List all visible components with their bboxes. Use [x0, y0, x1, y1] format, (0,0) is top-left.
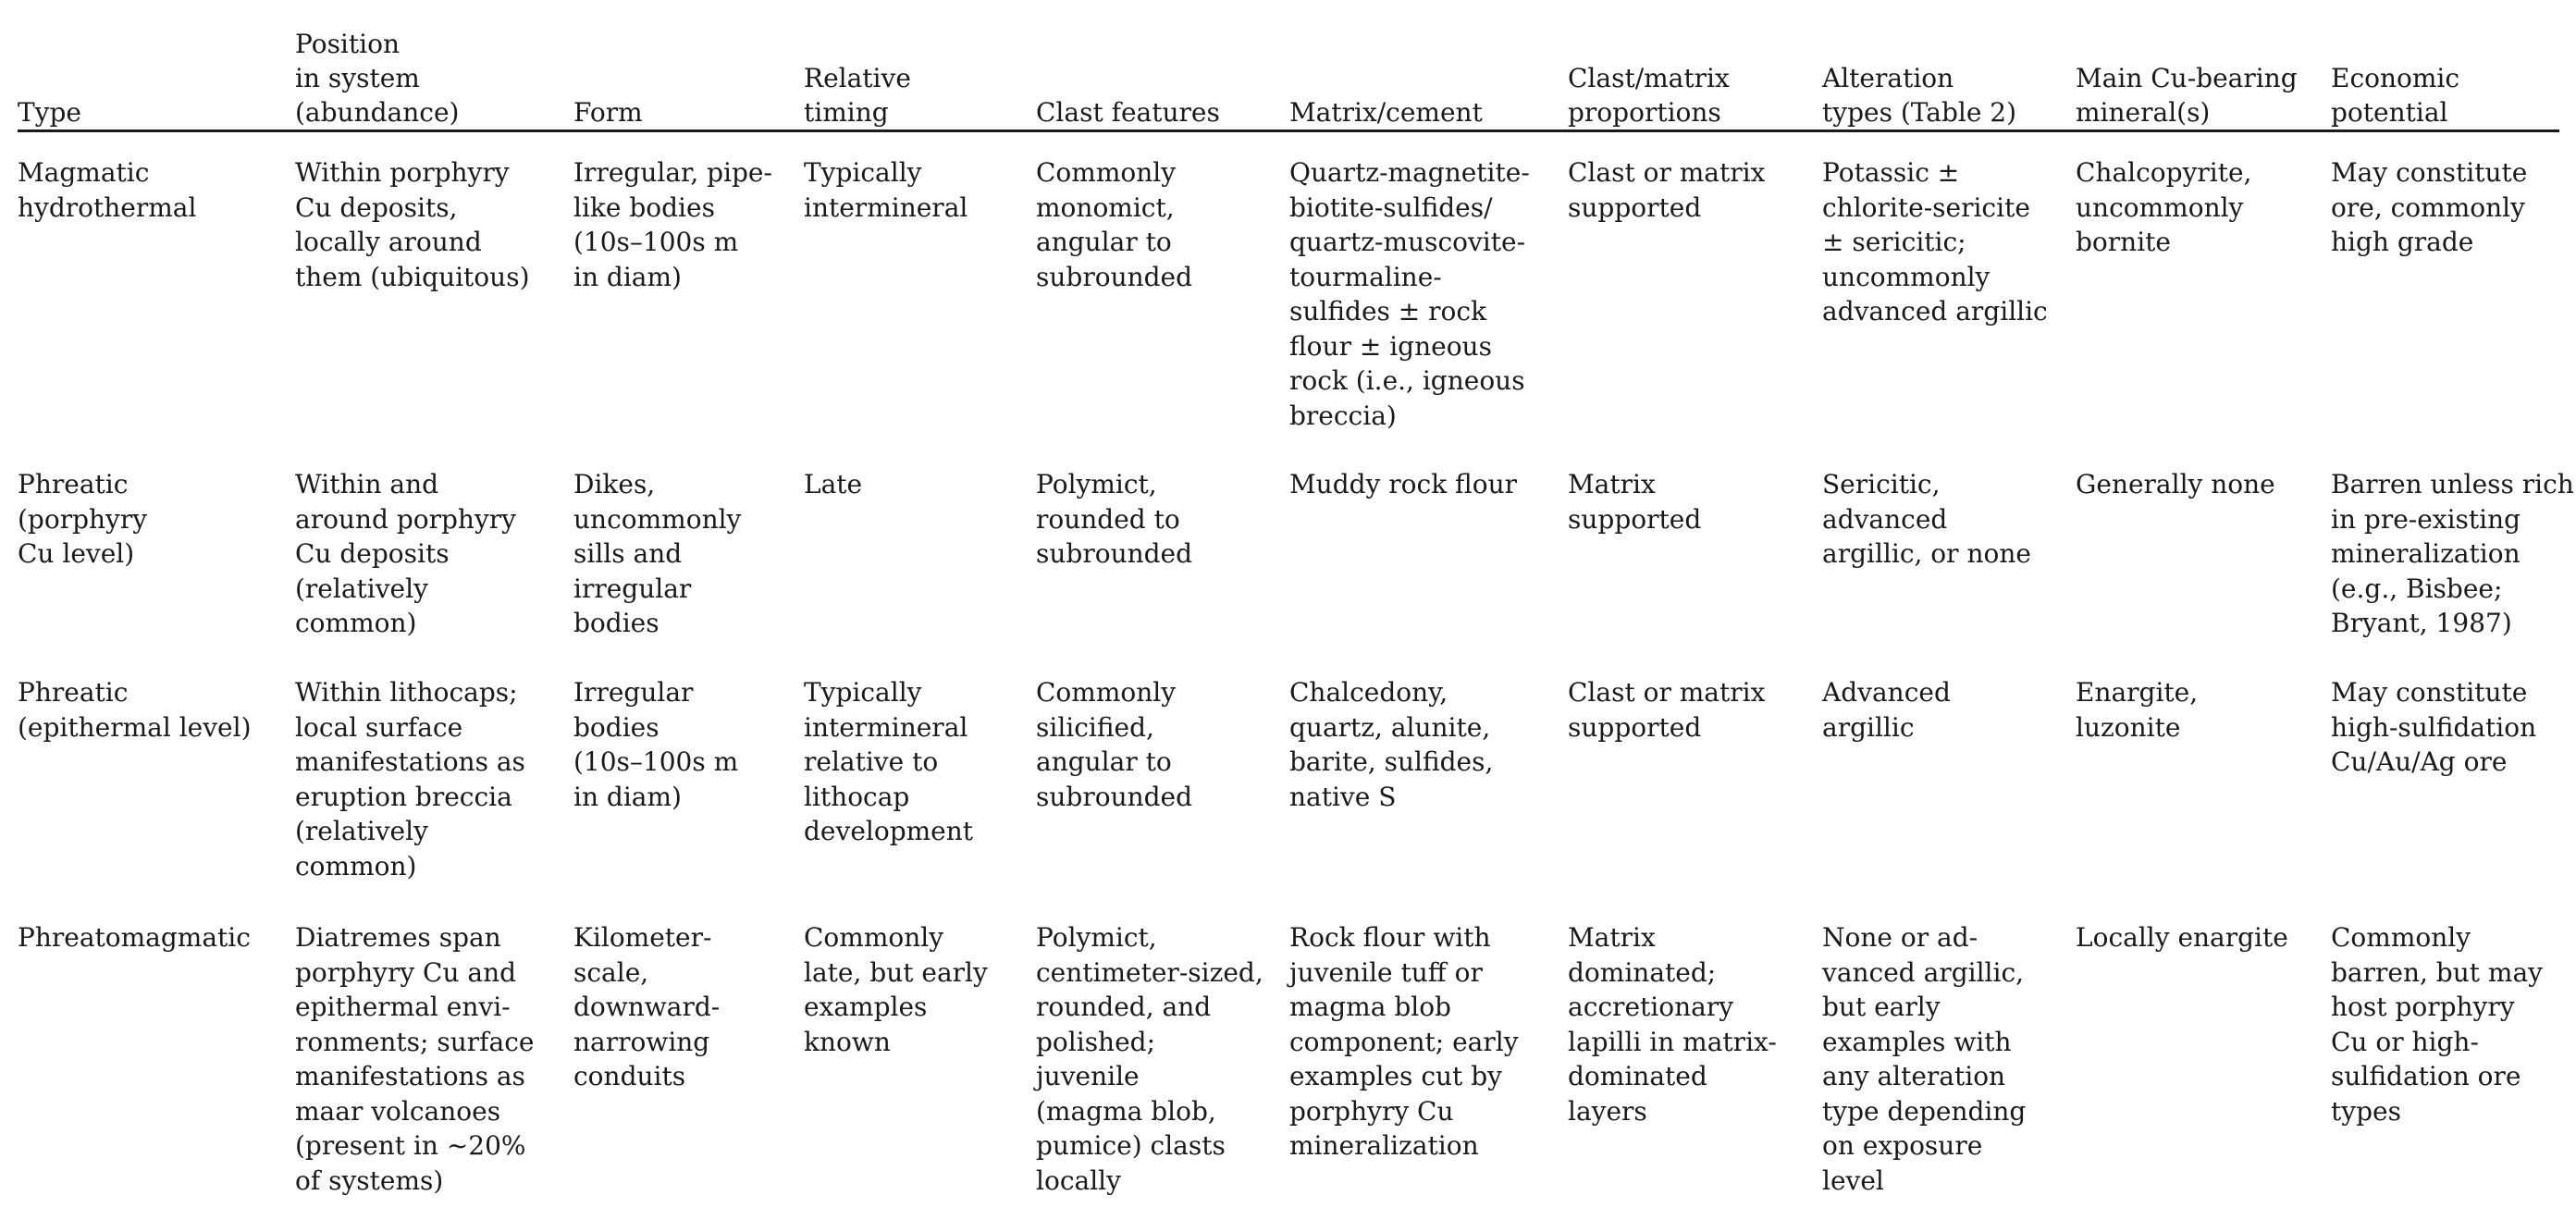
cell-form: Irregular bodies (10s–100s m in diam) [573, 677, 739, 812]
cell-proportions: Clast or matrix supported [1568, 677, 1766, 743]
cell-type: Phreatic (porphyry Cu level) [18, 469, 148, 569]
cell-type: Phreatomagmatic [18, 922, 251, 953]
cell-economic: May constitute high-sulfidation Cu/Au/Ag ore [2331, 677, 2537, 777]
cell-proportions: Clast or matrix supported [1568, 157, 1766, 223]
header-position-in-system: Position in system (abundance) [295, 29, 460, 128]
cell-form: Irregular, pipe- like bodies (10s–100s m in diam) [573, 157, 772, 292]
cell-matrix: Chalcedony, quartz, alunite, barite, sulfides, native S [1289, 677, 1494, 812]
header-matrix-cement: Matrix/cement [1289, 97, 1483, 128]
cell-proportions: Matrix supported [1568, 469, 1702, 535]
cell-clast-features: Commonly monomict, angular to subrounded [1036, 157, 1193, 292]
cell-form: Dikes, uncommonly sills and irregular bodies [573, 469, 742, 638]
header-relative-timing: Relative timing [804, 63, 911, 128]
cell-minerals: Chalcopyrite, uncommonly bornite [2076, 157, 2252, 257]
header-alteration-types: Alteration types (Table 2) [1822, 63, 2017, 128]
header-clast-matrix-proportions: Clast/matrix proportions [1568, 63, 1730, 128]
cell-position: Within porphyry Cu deposits, locally around them (ubiquitous) [295, 157, 530, 292]
cell-matrix: Quartz-magnetite- biotite-sulfides/ quartz-muscovite- tourmaline- sulfides ± rock flour ± igneous rock (i.e., igneous breccia) [1289, 157, 1530, 431]
cell-matrix: Muddy rock flour [1289, 469, 1518, 499]
cell-clast-features: Commonly silicified, angular to subrounded [1036, 677, 1193, 812]
cell-clast-features: Polymict, centimeter-sized, rounded, and polished; juvenile (magma blob, pumice) clasts locally [1036, 922, 1263, 1196]
cell-position: Diatremes span porphyry Cu and epithermal envi- ronments; surface manifestations as maar volcanoes (present in ~20% of systems) [295, 922, 535, 1196]
cell-alteration: Potassic ± chlorite-sericite ± sericitic; uncommonly advanced argillic [1822, 157, 2048, 327]
cell-position: Within lithocaps; local surface manifestations as eruption breccia (relatively common) [295, 677, 525, 881]
header-main-cu-minerals: Main Cu-bearing mineral(s) [2076, 63, 2298, 128]
header-form: Form [573, 97, 643, 128]
cell-proportions: Matrix dominated; accretionary lapilli in matrix- dominated layers [1568, 922, 1777, 1127]
cell-timing: Typically intermineral [804, 157, 968, 223]
cell-type: Phreatic (epithermal level) [18, 677, 252, 743]
header-rule [18, 129, 2559, 132]
header-clast-features: Clast features [1036, 97, 1220, 128]
cell-minerals: Generally none [2076, 469, 2275, 499]
cell-position: Within and around porphyry Cu deposits (relatively common) [295, 469, 516, 638]
cell-economic: Barren unless rich in pre-existing mineralization (e.g., Bisbee; Bryant, 1987) [2331, 469, 2574, 638]
cell-clast-features: Polymict, rounded to subrounded [1036, 469, 1193, 569]
cell-matrix: Rock flour with juvenile tuff or magma blob component; early examples cut by porphyry Cu mineralization [1289, 922, 1519, 1161]
cell-economic: Commonly barren, but may host porphyry Cu or high- sulfidation ore types [2331, 922, 2543, 1127]
cell-alteration: Sericitic, advanced argillic, or none [1822, 469, 2031, 569]
cell-minerals: Locally enargite [2076, 922, 2288, 953]
cell-timing: Commonly late, but early examples known [804, 922, 988, 1057]
cell-type: Magmatic hydrothermal [18, 157, 197, 223]
cell-alteration: Advanced argillic [1822, 677, 1951, 743]
cell-alteration: None or ad- vanced argillic, but early examples with any alteration type depending on exposure level [1822, 922, 2027, 1196]
table-header-row [0, 0, 2576, 129]
header-type: Type [18, 97, 81, 128]
cell-minerals: Enargite, luzonite [2076, 677, 2199, 743]
cell-economic: May constitute ore, commonly high grade [2331, 157, 2528, 257]
cell-form: Kilometer- scale, downward- narrowing conduits [573, 922, 721, 1091]
cell-timing: Typically intermineral relative to lithocap development [804, 677, 974, 846]
header-economic-potential: Economic potential [2331, 63, 2460, 128]
cell-timing: Late [804, 469, 863, 499]
